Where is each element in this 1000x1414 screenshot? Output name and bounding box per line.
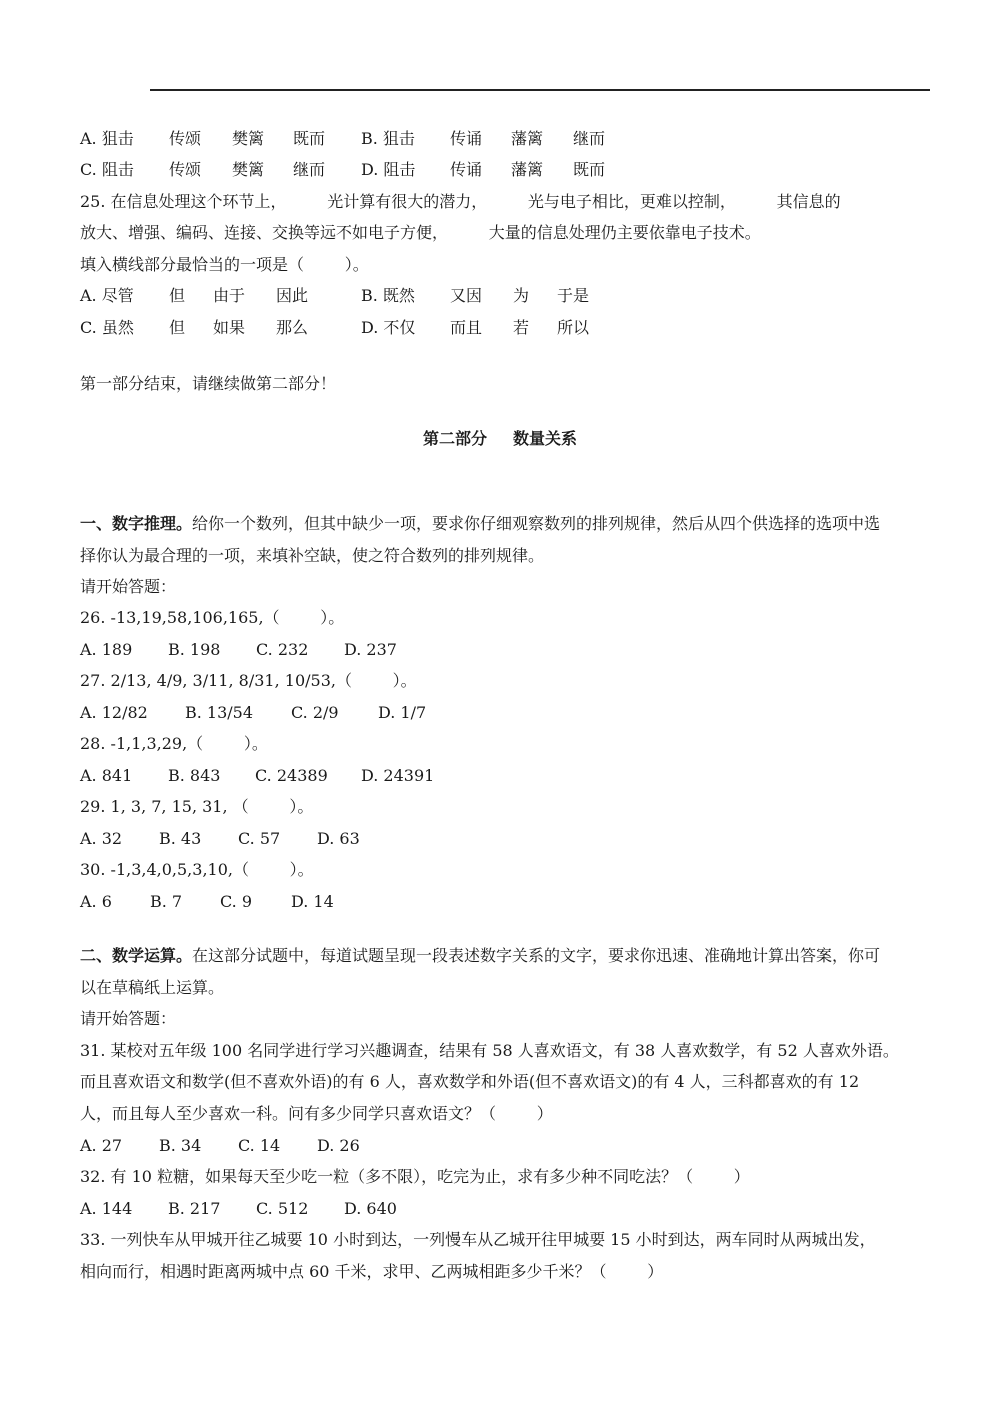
- section1-start: 请开始答题：: [80, 577, 177, 596]
- q25-stem-line-3: 填入横线部分最恰当的一项是（ ）。: [80, 255, 369, 274]
- option-text: B. 198: [168, 640, 221, 659]
- q25-stem-line-2: 放大、增强、编码、连接、交换等远不如电子方便， 大量的信息处理仍主要依靠电子技术。: [80, 223, 761, 242]
- option-text: D. 26: [317, 1136, 360, 1155]
- option-text: B. 217: [168, 1199, 221, 1218]
- option-text: 传颂: [169, 160, 202, 179]
- option-text: C. 9: [220, 892, 253, 911]
- option-text: 传诵: [450, 129, 483, 148]
- option-text: D. 不仅: [361, 318, 416, 337]
- q26-stem: 26. -13,19,58,106,165,（ ）。: [80, 608, 345, 627]
- section2-title: 二、数学运算。: [80, 946, 193, 965]
- option-text: C. 512: [256, 1199, 309, 1218]
- option-text: A. 144: [80, 1199, 133, 1218]
- option-text: 既而: [293, 129, 326, 148]
- option-text: 为: [513, 286, 530, 305]
- option-text: 如果: [213, 318, 246, 337]
- section2-intro-line-2: 以在草稿纸上运算。: [80, 978, 225, 997]
- option-text: B. 13/54: [185, 703, 254, 722]
- option-text: 但: [169, 286, 186, 305]
- option-text: A. 12/82: [80, 703, 148, 722]
- section1-title: 一、数字推理。: [80, 514, 193, 533]
- option-text: D. 阻击: [361, 160, 416, 179]
- option-text: 因此: [276, 286, 309, 305]
- option-text: B. 7: [150, 892, 183, 911]
- option-text: 樊篱: [232, 129, 265, 148]
- option-text: D. 237: [344, 640, 397, 659]
- section1-intro-text: 给你一个数列，但其中缺少一项，要求你仔细观察数列的排列规律，然后从四个供选择的选项中选: [192, 514, 881, 533]
- q29-stem: 29. 1, 3, 7, 15, 31, （ ）。: [80, 797, 314, 816]
- option-text: 继而: [573, 129, 606, 148]
- option-text: A. 狙击: [80, 129, 134, 148]
- q30-stem: 30. -1,3,4,0,5,3,10,（ ）。: [80, 860, 314, 879]
- option-text: B. 既然: [361, 286, 415, 305]
- part-subject: 数量关系: [513, 429, 578, 448]
- option-text: 既而: [573, 160, 606, 179]
- option-text: D. 14: [291, 892, 334, 911]
- option-text: 由于: [213, 286, 246, 305]
- option-text: D. 24391: [361, 766, 435, 785]
- option-text: C. 24389: [255, 766, 328, 785]
- section2-intro-text: 在这部分试题中，每道试题呈现一段表述数字关系的文字，要求你迅速、准确地计算出答案，你可: [192, 946, 881, 965]
- option-text: 若: [513, 318, 530, 337]
- option-text: 传诵: [450, 160, 483, 179]
- option-text: 但: [169, 318, 186, 337]
- option-text: 继而: [293, 160, 326, 179]
- q31-stem-line-1: 31. 某校对五年级 100 名同学进行学习兴趣调查，结果有 58 人喜欢语文，有 38 人喜欢数学，有 52 人喜欢外语。: [80, 1041, 899, 1060]
- q33-stem-line-2: 相向而行，相遇时距离两城中点 60 千米，求甲、乙两城相距多少千米？（ ）: [80, 1262, 664, 1281]
- option-text: 藩篱: [511, 160, 544, 179]
- q27-stem: 27. 2/13, 4/9, 3/11, 8/31, 10/53,（ ）。: [80, 671, 417, 690]
- option-text: B. 34: [159, 1136, 202, 1155]
- option-text: A. 841: [80, 766, 133, 785]
- option-text: 传颂: [169, 129, 202, 148]
- option-text: 樊篱: [232, 160, 265, 179]
- option-text: A. 32: [80, 829, 123, 848]
- option-text: 那么: [276, 318, 309, 337]
- option-text: 藩篱: [511, 129, 544, 148]
- option-text: 又因: [450, 286, 483, 305]
- option-text: C. 阻击: [80, 160, 134, 179]
- q33-stem-line-1: 33. 一列快车从甲城开往乙城要 10 小时到达，一列慢车从乙城开往甲城要 15 小时到达，两车同时从两城出发，: [80, 1230, 876, 1249]
- section2-start: 请开始答题：: [80, 1009, 177, 1028]
- option-text: B. 843: [168, 766, 221, 785]
- option-text: A. 6: [80, 892, 112, 911]
- option-text: C. 虽然: [80, 318, 134, 337]
- option-text: A. 189: [80, 640, 133, 659]
- part1-end-note: 第一部分结束，请继续做第二部分！: [80, 374, 337, 393]
- section2-intro-line-1: [80, 946, 880, 966]
- q31-stem-line-3: 人，而且每人至少喜欢一科。问有多少同学只喜欢语文？（ ）: [80, 1104, 553, 1123]
- option-text: D. 63: [317, 829, 360, 848]
- part-label: 第二部分: [422, 429, 487, 448]
- option-text: C. 2/9: [291, 703, 339, 722]
- header-rule: [150, 89, 930, 91]
- part2-heading: [0, 429, 1000, 449]
- option-text: 所以: [557, 318, 590, 337]
- option-text: B. 43: [159, 829, 202, 848]
- q25-stem-line-1: 25. 在信息处理这个环节上， 光计算有很大的潜力， 光与电子相比，更难以控制， 其信息的: [80, 192, 841, 211]
- q32-stem: 32. 有 10 粒糖，如果每天至少吃一粒（多不限），吃完为止，求有多少种不同吃法？（ ）: [80, 1167, 750, 1186]
- option-text: D. 1/7: [378, 703, 427, 722]
- section1-intro-line-2: 择你认为最合理的一项，来填补空缺，使之符合数列的排列规律。: [80, 546, 545, 565]
- option-text: 而且: [450, 318, 483, 337]
- option-text: 于是: [557, 286, 590, 305]
- option-text: C. 14: [238, 1136, 281, 1155]
- section1-intro-line-1: [80, 514, 880, 534]
- option-text: C. 57: [238, 829, 281, 848]
- option-text: D. 640: [344, 1199, 397, 1218]
- option-text: A. 尽管: [80, 286, 134, 305]
- q31-stem-line-2: 而且喜欢语文和数学(但不喜欢外语)的有 6 人，喜欢数学和外语(但不喜欢语文)的有 4 人，三科都喜欢的有 12: [80, 1072, 860, 1091]
- option-text: B. 狙击: [361, 129, 415, 148]
- option-text: A. 27: [80, 1136, 123, 1155]
- option-text: C. 232: [256, 640, 309, 659]
- q28-stem: 28. -1,1,3,29,（ ）。: [80, 734, 268, 753]
